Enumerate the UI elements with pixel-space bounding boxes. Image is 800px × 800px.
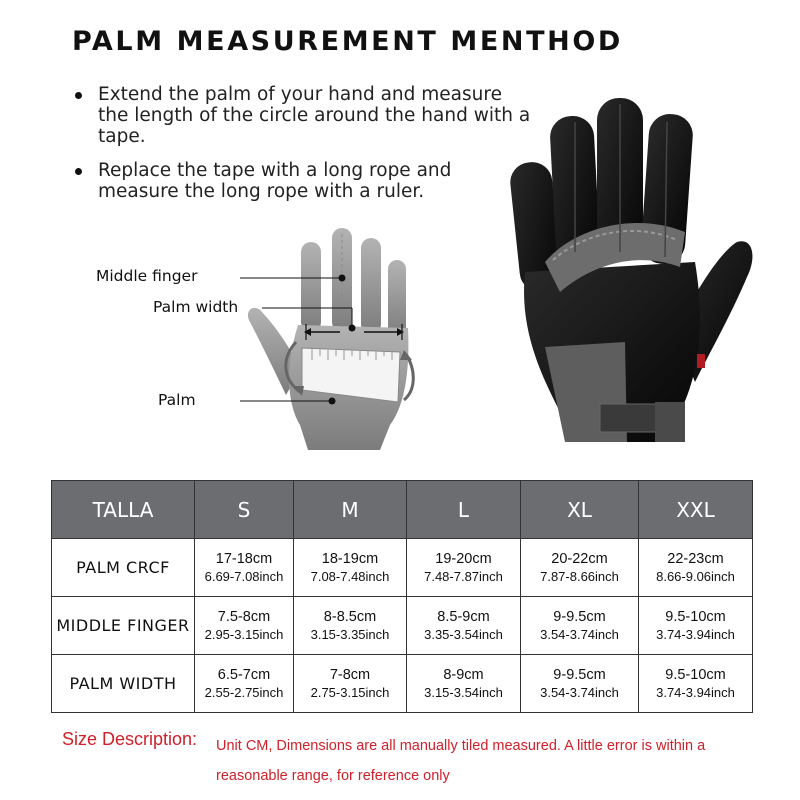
inch-value: 3.54-3.74inch: [540, 684, 619, 700]
table-cell: [521, 655, 639, 713]
bullet-dot-icon: [75, 92, 82, 99]
column-header: M: [294, 481, 407, 539]
cm-value: 7-8cm: [329, 666, 371, 683]
size-description-text: Unit CM, Dimensions are all manually tiled measured. A little error is within a reasonable range, for reference only: [216, 738, 706, 784]
inch-value: 7.48-7.87inch: [424, 568, 503, 584]
palm-label: Palm: [158, 391, 196, 409]
bullet-dot-icon: [75, 168, 82, 175]
table-cell: [407, 597, 521, 655]
inch-value: 2.75-3.15inch: [310, 684, 390, 700]
glove-photo-icon: [505, 92, 755, 462]
table-header-row: [52, 481, 753, 539]
table-cell: [407, 655, 521, 713]
table-cell: [639, 539, 753, 597]
row-label: PALM CRCF: [52, 539, 195, 597]
table-row: [52, 597, 753, 655]
inch-value: 2.55-2.75inch: [204, 684, 284, 700]
page-title: PALM MEASUREMENT MENTHOD: [72, 26, 623, 57]
inch-value: 3.74-3.94inch: [656, 626, 735, 642]
cm-value: 9-9.5cm: [553, 666, 606, 683]
table-cell: [521, 597, 639, 655]
cm-value: 17-18cm: [215, 550, 273, 567]
inch-value: 3.15-3.54inch: [424, 684, 503, 700]
instruction-text: Replace the tape with a long rope and measure the long rope with a ruler.: [98, 160, 452, 202]
inch-value: 3.15-3.35inch: [310, 626, 390, 642]
size-table: [51, 480, 753, 713]
column-header: XXL: [639, 481, 753, 539]
instruction-item: [72, 160, 532, 202]
table-cell: [521, 539, 639, 597]
cm-value: 9-9.5cm: [553, 608, 606, 625]
palm-width-label: Palm width: [153, 298, 239, 316]
hand-diagram-icon: [240, 220, 440, 460]
inch-value: 6.69-7.08inch: [204, 568, 284, 584]
cm-value: 7.5-8cm: [217, 608, 271, 625]
cm-value: 19-20cm: [435, 550, 492, 567]
table-cell: [294, 539, 407, 597]
table-cell: [195, 597, 294, 655]
table-row: [52, 539, 753, 597]
column-header: TALLA: [52, 481, 195, 539]
table-row: [52, 655, 753, 713]
cm-value: 8.5-9cm: [437, 608, 490, 625]
table-cell: [195, 539, 294, 597]
instruction-list: [72, 84, 532, 202]
table-cell: [294, 597, 407, 655]
table-cell: [639, 655, 753, 713]
cm-value: 6.5-7cm: [217, 666, 271, 683]
inch-value: 2.95-3.15inch: [204, 626, 284, 642]
inch-value: 3.54-3.74inch: [540, 626, 619, 642]
cm-value: 9.5-10cm: [665, 608, 726, 625]
instruction-item: [72, 84, 532, 147]
size-description-label: Size Description:: [62, 729, 198, 749]
cm-value: 8-9cm: [443, 666, 484, 683]
table-cell: [195, 655, 294, 713]
column-header: S: [195, 481, 294, 539]
cm-value: 20-22cm: [551, 550, 608, 567]
table-cell: [294, 655, 407, 713]
cm-value: 8-8.5cm: [323, 608, 377, 625]
table-cell: [639, 597, 753, 655]
cm-value: 18-19cm: [321, 550, 379, 567]
inch-value: 7.08-7.48inch: [310, 568, 390, 584]
inch-value: 3.74-3.94inch: [656, 684, 735, 700]
inch-value: 8.66-9.06inch: [656, 568, 735, 584]
cm-value: 22-23cm: [667, 550, 724, 567]
inch-value: 3.35-3.54inch: [424, 626, 503, 642]
cm-value: 9.5-10cm: [665, 666, 726, 683]
inch-value: 7.87-8.66inch: [540, 568, 619, 584]
middle-finger-label: Middle finger: [96, 267, 198, 285]
column-header: L: [407, 481, 521, 539]
row-label: PALM WIDTH: [52, 655, 195, 713]
row-label: MIDDLE FINGER: [52, 597, 195, 655]
table-cell: [407, 539, 521, 597]
column-header: XL: [521, 481, 639, 539]
instruction-text: Extend the palm of your hand and measure the length of the circle around the hand with a tape.: [98, 84, 531, 147]
